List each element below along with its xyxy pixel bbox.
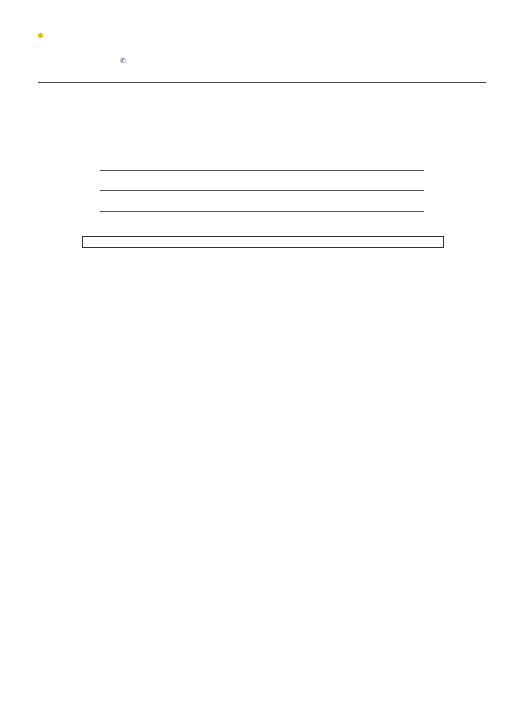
phone-number: [120, 56, 126, 66]
barcode-icon: [340, 545, 460, 655]
qr-code-icon: [420, 30, 466, 76]
barcode-icon: [144, 550, 214, 655]
phone-icon: ✆: [120, 57, 126, 65]
divider: [100, 190, 424, 191]
issuer-title: [38, 82, 486, 107]
barcode-icon: [220, 550, 330, 655]
divider: [100, 170, 424, 171]
meta-labels: [268, 39, 316, 47]
notice-box: [82, 236, 444, 248]
barcode-icon: [38, 550, 138, 655]
egov-logo: [38, 30, 100, 52]
logo-dot-icon: [38, 33, 43, 38]
divider: [100, 211, 424, 212]
